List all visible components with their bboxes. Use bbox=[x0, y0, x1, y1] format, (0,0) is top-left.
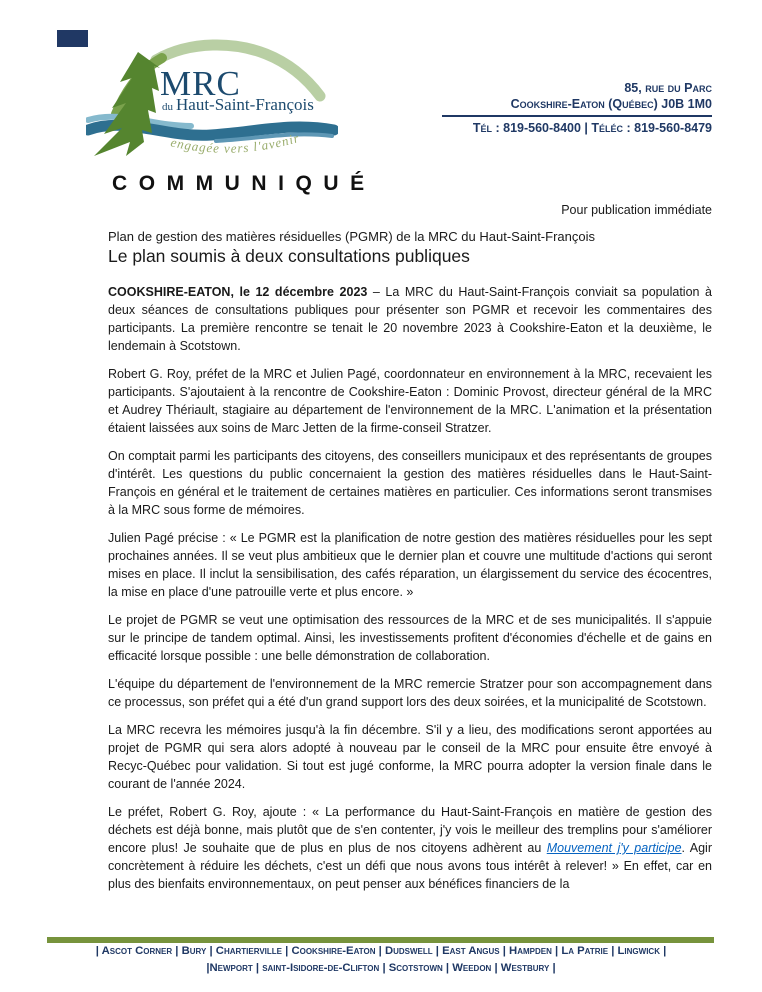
address-block bbox=[442, 80, 712, 136]
paragraph bbox=[108, 611, 712, 665]
logo-pine-icon bbox=[94, 52, 160, 156]
kicker: Plan de gestion des matières résiduelles (PGMR) de la MRC du Haut-Saint-François bbox=[108, 229, 595, 244]
paragraph bbox=[108, 721, 712, 793]
paragraph bbox=[108, 283, 712, 355]
paragraph bbox=[108, 803, 712, 893]
logo-name: Haut-Saint-François bbox=[176, 95, 314, 114]
paragraph bbox=[108, 529, 712, 601]
address-phone: Tél : 819-560-8400 | Téléc : 819-560-8479 bbox=[472, 121, 712, 135]
address-street: 85, rue du Parc bbox=[624, 81, 712, 95]
mouvement-jy-participe-link[interactable]: Mouvement j'y participe bbox=[546, 841, 682, 855]
paragraph bbox=[108, 675, 712, 711]
paragraph-text: – La MRC du Haut-Saint-François conviait sa population à deux séances de consultations publiques pour présenter son PGMR et recevoir les commentaires des participants. La première rencontre se tenait le 20 novembre 2023 à Cookshire-Eaton et la deuxième, le lendemain à Scotstown. bbox=[108, 285, 712, 353]
logo-tagline: engagée vers l'avenir bbox=[169, 129, 302, 156]
address-city: Cookshire-Eaton (Québec) J0B 1M0 bbox=[510, 97, 712, 111]
mrc-logo bbox=[86, 38, 338, 170]
corner-mark bbox=[57, 30, 88, 47]
paragraph-text: L'équipe du département de l'environnement de la MRC remercie Stratzer pour son accompagnement dans ce processus, son préfet qui a été d'un grand support lors des deux soirées, et la municipalité de Scotstown. bbox=[108, 677, 712, 709]
paragraph-text: Julien Pagé précise : « Le PGMR est la planification de notre gestion des matières résiduelles pour les sept prochaines années. Il se veut plus ambitieux que le dernier plan et couvre une multitude d'actions qui seront mises en place. Il inclut la sensibilisation, des cafés réparation, un élargissement du service des écocentres, la mise en place d'une patrouille verte et plus encore. » bbox=[108, 531, 712, 599]
paragraph-text: On comptait parmi les participants des citoyens, des conseillers municipaux et des représentants de groupes d'intérêt. Les questions du public concernaient la gestion des matières résiduelles dans le Haut-Saint-François en général et le traitement de certaines matières en particulier. Ces informations seront transmises à la MRC sous forme de mémoires. bbox=[108, 449, 712, 517]
paragraph bbox=[108, 365, 712, 437]
paragraph-text: La MRC recevra les mémoires jusqu'à la fin décembre. S'il y a lieu, des modifications seront apportées au projet de PGMR qui sera alors adopté à nouveau par le conseil de la MRC pour ensuite être envoyé à Recyc-Québec pour validation. Si tout est jugé conforme, la MRC pourra adopter la version finale dans le courant de l'année 2024. bbox=[108, 723, 712, 791]
municipalities-line-1: | Ascot Corner | Bury | Chartierville | Cookshire-Eaton | Dudswell | East Angus | Hampden | La Patrie | Lingwick | bbox=[95, 945, 667, 957]
body-paragraphs bbox=[108, 283, 712, 933]
paragraph-lead-bold: COOKSHIRE-EATON, le 12 décembre 2023 bbox=[108, 285, 368, 299]
footer-municipalities bbox=[0, 943, 762, 976]
mrc-logo-graphic bbox=[86, 38, 338, 170]
logo-prefix: du bbox=[162, 101, 173, 113]
address-divider bbox=[442, 115, 712, 117]
headline: Le plan soumis à deux consultations publiques bbox=[108, 246, 470, 266]
logo-wordmark: MRC bbox=[160, 64, 241, 103]
paragraph-text: Le préfet, Robert G. Roy, ajoute : « La performance du Haut-Saint-François en matière de gestion des déchets est déjà bonne, mais plutôt que de s'en contenter, j'y vois le meilleur des tremplins pour s'améliorer encore plus! Je souhaite que de plus en plus de nos citoyens adhèrent au bbox=[108, 805, 712, 855]
paragraph-text: Le projet de PGMR se veut une optimisation des ressources de la MRC et de ses municipalités. Il s'appuie sur le principe de tandem optimal. Ainsi, les investissements profitent d'économies d'échelle et de gains en efficacité lorsque possible : une belle démonstration de collaboration. bbox=[108, 613, 712, 663]
municipalities-line-2: |Newport | saint-Isidore-de-Clifton | Scotstown | Weedon | Westbury | bbox=[206, 961, 556, 974]
page-title: COMMUNIQUÉ bbox=[112, 172, 376, 195]
paragraph bbox=[108, 447, 712, 519]
release-note: Pour publication immédiate bbox=[561, 203, 712, 217]
paragraph-text: . Agir concrètement à réduire les déchets, c'est un défi que nous avons tous intérêt à relever! » En effet, car en plus des bienfaits environnementaux, on peut penser aux bénéfices financiers de la bbox=[108, 841, 712, 891]
paragraph-text: Robert G. Roy, préfet de la MRC et Julien Pagé, coordonnateur en environnement à la MRC, recevaient les participants. S'ajoutaient à la rencontre de Cookshire-Eaton : Dominic Provost, directeur général de la MRC et Audrey Thériault, stagiaire au département de l'environnement de la MRC. L'animation et la présentation étaient laissées aux soins de Marc Jetten de la firme-conseil Stratzer. bbox=[108, 367, 712, 435]
